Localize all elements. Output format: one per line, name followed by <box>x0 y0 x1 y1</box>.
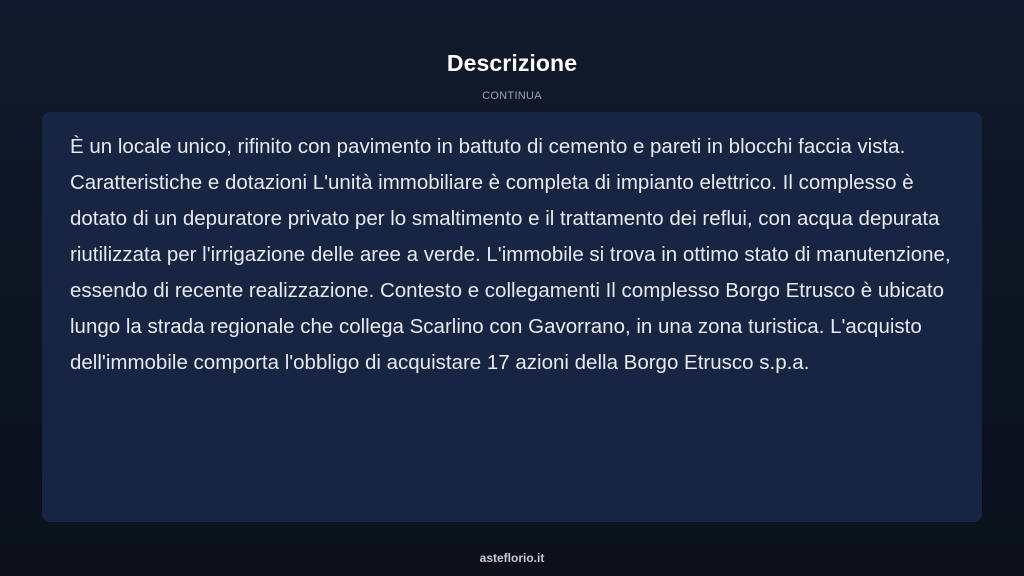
continue-label[interactable]: CONTINUA <box>482 90 542 102</box>
page-title: Descrizione <box>446 50 578 76</box>
site-name: asteflorio.it <box>479 551 545 565</box>
footer <box>0 543 1024 576</box>
description-card <box>42 112 982 522</box>
description-text: È un locale unico, rifinito con pavimento in battuto di cemento e pareti in blocchi faccia vista. Caratteristiche e dotazioni L'unità immobiliare è completa di impianto elettrico. Il complesso è dotato di un depuratore privato per lo smaltimento e il trattamento dei reflui, con acqua depurata riutilizzata per l'irrigazione delle aree a verde. L'immobile si trova in ottimo stato di manutenzione, essendo di recente realizzazione. Contesto e collegamenti Il complesso Borgo Etrusco è ubicato lungo la strada regionale che collega Scarlino con Gavorrano, in una zona turistica. L'acquisto dell'immobile comporta l'obbligo di acquistare 17 azioni della Borgo Etrusco s.p.a. <box>70 135 951 374</box>
